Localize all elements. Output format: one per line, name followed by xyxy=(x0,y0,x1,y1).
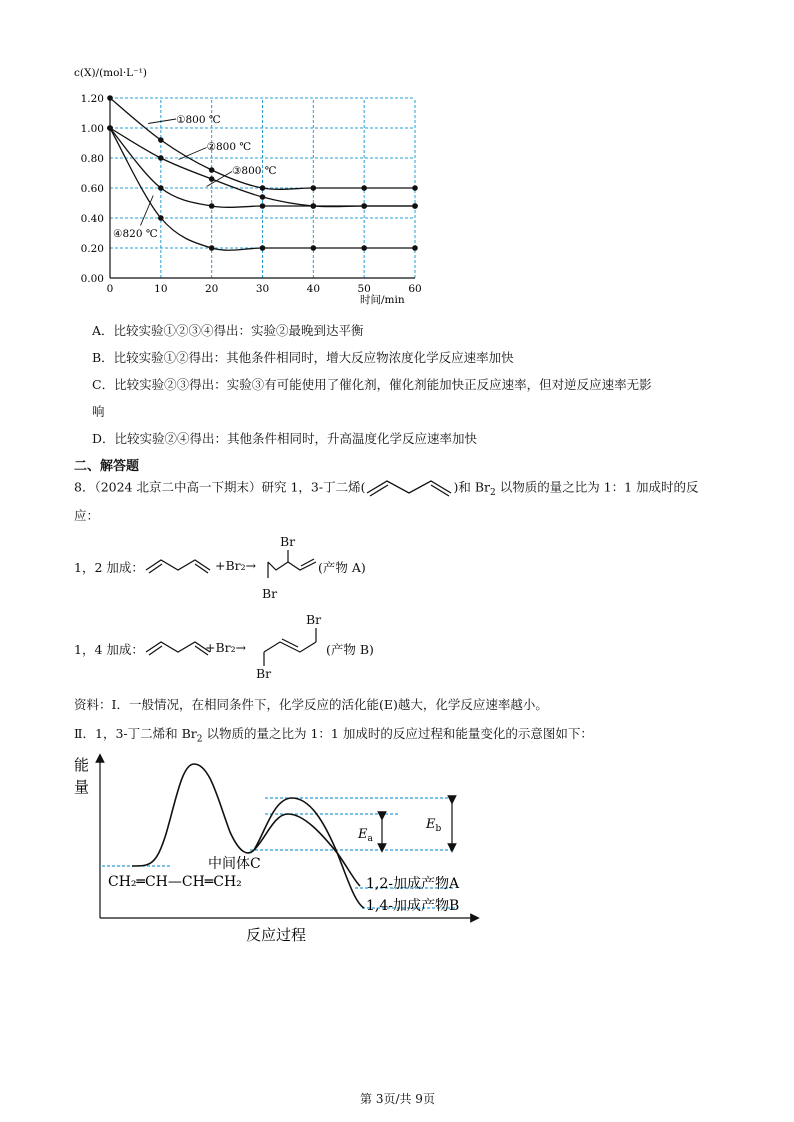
data-point xyxy=(209,245,215,251)
section-title: 二、解答题 xyxy=(74,459,140,474)
chart-xlabel: 时间/min xyxy=(360,294,405,306)
butadiene-skeleton xyxy=(365,477,453,499)
reaction-14-diene xyxy=(144,637,212,657)
data-point xyxy=(361,245,367,251)
series-label: ①800 ℃ xyxy=(176,114,221,126)
x-tick-label: 20 xyxy=(204,283,219,295)
energy-xlabel: 反应过程 xyxy=(246,926,307,944)
ea-label: $E_a$ xyxy=(358,827,373,844)
series-label: ④820 ℃ xyxy=(113,228,158,240)
x-tick-label: 30 xyxy=(255,283,270,295)
product-a-br-bottom: Br xyxy=(262,586,278,601)
energy-ylabel-1: 能 xyxy=(74,756,90,774)
option-b: B．比较实验①②得出：其他条件相同时，增大反应物浓度化学反应速率加快 xyxy=(92,350,514,365)
data-point xyxy=(412,245,418,251)
data-point xyxy=(158,215,164,221)
page-footer: 第 3页/共 9页 xyxy=(360,1092,435,1106)
reaction-12-diene xyxy=(144,555,212,575)
reaction-14-label: 1，4 加成： xyxy=(74,642,144,657)
data-point xyxy=(311,203,317,209)
option-d: D．比较实验②④得出：其他条件相同时，升高温度化学反应速率加快 xyxy=(92,431,478,446)
concentration-time-chart xyxy=(60,60,440,310)
data-point xyxy=(260,245,266,251)
data-point xyxy=(158,155,164,161)
option-c-line2: 响 xyxy=(92,404,105,419)
x-tick-label: 60 xyxy=(408,283,422,295)
option-c-line1: C．比较实验②③得出：实验③有可能使用了催化剂，催化剂能加快正反应速率，但对逆反应速率无影 xyxy=(92,377,652,392)
reaction-12-plus-br2: +Br₂→ xyxy=(215,558,257,573)
product-a-br-top: Br xyxy=(280,534,296,549)
y-tick-label: 1.00 xyxy=(80,123,104,135)
product-a-label: (产物 A) xyxy=(318,560,366,575)
product-b-br-top: Br xyxy=(306,612,322,627)
y-tick-label: 1.20 xyxy=(80,93,104,105)
x-tick-label: 10 xyxy=(154,283,168,295)
info-1: 资料：I．一般情况，在相同条件下，化学反应的活化能(E)越大，化学反应速率越小。 xyxy=(74,697,548,712)
reactant-formula: CH₂═CH—CH═CH₂ xyxy=(108,874,242,890)
data-point xyxy=(107,125,113,131)
series-label: ②800 ℃ xyxy=(206,141,252,153)
data-point xyxy=(209,176,215,182)
q8-mid-sub: 2 xyxy=(489,488,496,498)
q8-suffix: 以物质的量之比为 1：1 加成时的反 xyxy=(495,479,699,495)
data-point xyxy=(260,185,266,191)
y-tick-label: 0.00 xyxy=(80,273,104,285)
y-tick-label: 0.40 xyxy=(80,213,104,225)
info-2-suffix: 以物质的量之比为 1：1 加成时的反应过程和能量变化的示意图如下： xyxy=(202,726,593,741)
data-point xyxy=(361,185,367,191)
eb-label: $E_b$ xyxy=(426,817,442,834)
x-tick-label: 40 xyxy=(306,283,321,295)
reaction-14-plus-br2: +Br₂→ xyxy=(205,640,247,655)
q8-prefix: 8．（2024 北京二中高一下期末）研究 1，3-丁二烯( xyxy=(74,479,366,495)
question-8-line1 xyxy=(74,477,699,499)
q8-mid: )和 Br xyxy=(453,479,490,495)
reaction-12-label: 1，2 加成： xyxy=(74,560,144,575)
series-callout-line xyxy=(141,196,154,226)
data-point xyxy=(311,185,317,191)
intermediate-label: 中间体C xyxy=(208,856,261,872)
data-point xyxy=(158,185,164,191)
energy-ylabel-2: 量 xyxy=(74,778,90,796)
x-tick-label: 50 xyxy=(357,283,371,295)
question-8-line2: 应： xyxy=(74,508,100,523)
data-point xyxy=(158,137,164,143)
product-b-br-bottom: Br xyxy=(256,666,272,681)
info-2-sub: 2 xyxy=(196,734,203,745)
series-label: ③800 ℃ xyxy=(232,165,277,177)
data-point xyxy=(311,245,317,251)
data-point xyxy=(361,203,367,209)
y-tick-label: 0.80 xyxy=(80,153,104,165)
data-point xyxy=(412,185,418,191)
chart-series-labels xyxy=(113,114,277,240)
data-point xyxy=(260,194,266,200)
energy-diagram xyxy=(70,750,490,950)
product-b-label: (产物 B) xyxy=(326,642,374,657)
product-a-energy-label: 1,2-加成产物A xyxy=(366,876,460,892)
info-2-prefix: Ⅱ．1，3-丁二烯和 Br xyxy=(74,726,197,741)
y-tick-label: 0.60 xyxy=(80,183,104,195)
info-2 xyxy=(74,724,593,745)
option-a: A．比较实验①②③④得出：实验②最晚到达平衡 xyxy=(92,323,364,338)
chart-ylabel: c(X)/(mol·L⁻¹) xyxy=(74,67,147,79)
data-point xyxy=(412,203,418,209)
data-point xyxy=(209,203,215,209)
x-tick-label: 0 xyxy=(106,283,114,295)
data-point xyxy=(260,203,266,209)
y-tick-label: 0.20 xyxy=(80,243,104,255)
data-point xyxy=(107,95,113,101)
product-b-energy-label: 1,4-加成产物B xyxy=(366,898,460,914)
series-callout-line xyxy=(148,119,176,124)
data-point xyxy=(209,167,215,173)
energy-curve-first-barrier xyxy=(132,764,254,866)
